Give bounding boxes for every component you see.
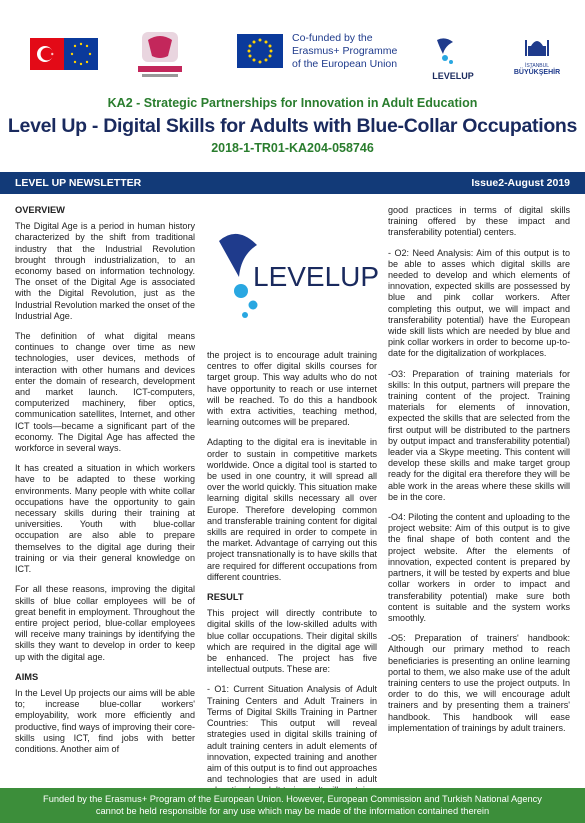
overview-paragraph-1: The Digital Age is a period in human history characterized by the shift from traditional industry that the Industrial Revolution brought through industrialization, to an economy based on information technology. The onset of the Digital Age is associated with the Digital Revolution, just as the Industrial Revolution marked the onset of the Industrial Age.: [15, 221, 195, 321]
logo-row: [0, 20, 585, 90]
levelup-small-text: LEVELUP: [432, 71, 474, 81]
o1-continued-paragraph: good practices in terms of digital skills training offered by these impact and transferability potential) centers.: [388, 205, 570, 238]
aims-heading: AIMS: [15, 671, 39, 682]
newsletter-label: LEVEL UP NEWSLETTER: [15, 177, 142, 189]
project-code: 2018-1-TR01-KA204-058746: [211, 141, 374, 155]
overview-heading: OVERVIEW: [15, 205, 65, 215]
levelup-small-logo: [423, 36, 483, 84]
output-o5-paragraph: -O5: Preparation of trainers' handbook: Although our primary method to reach beneficiaries is presenting an online learning portal to them, we also make use of the adult training centers to use the project outputs. In order to do this, we will encourage adult trainers and by presenting them a trainers' handbook. This handbook will ease implementation of trainings by adult trainers.: [388, 633, 570, 733]
levelup-drop-icon: [423, 36, 483, 66]
eu-flag-icon: [237, 34, 283, 68]
page-title: Level Up - Digital Skills for Adults with Blue-Collar Occupations: [7, 115, 578, 137]
column-1: [15, 205, 195, 764]
digital-era-paragraph: Adapting to the digital era is inevitable in order to sustain in competitive markets worldwide. Once a digital tool is started to be used in one country, it will spread all over the world quickly. This situation make learning digital skills necessary all over Europe. Therefore developing common and transferable training content for digital skills are required in order to compete in the market. Advantage of carrying out this project transnationally is to have skills that are required for different occupations from different countries.: [207, 437, 377, 582]
aims-continued-paragraph: the project is to encourage adult training centres to offer digital skills courses for target group. This way adults who do not have opportunity to reach or use internet will be reached. To do this a handbook with extra activities, teaching method, learning outcomes will be prepared.: [207, 350, 377, 428]
column-3: [388, 205, 570, 743]
mosque-icon: [522, 34, 552, 58]
output-o2-paragraph: - O2: Need Analysis: Aim of this output is to be able to asses which digital skills are needed to develop and which elements of innovation, expected skills are possessed by blue and pink collar workers. After completing this output, we will impact and transferability potential) have the European wide skill lists which are needed by blue and pink collar workers in order to become up-to-date for the digitalization of workplaces.: [388, 247, 570, 359]
output-o3-paragraph: -O3: Preparation of training materials for skills: In this output, partners will prepare the training content of the project. Training materials for elements of innovation, expected the skills that are selected from the first output will be distributed to the partners by output impact and transferability potential) leader via a Skype meeting. This content will develop these skills and make target group ready for the digital era therefore they will be able work in the areas where these skills will be in the core.: [388, 368, 570, 502]
cofund-line-2: Erasmus+ Programme: [292, 45, 398, 57]
result-heading: RESULT: [207, 592, 244, 603]
footer-line-2: cannot be held responsible for any use which may be made of the information contained therein: [95, 806, 490, 816]
levelup-big-text: LEVELUP: [253, 261, 380, 292]
ibb-name: BÜYÜKŞEHİR: [513, 69, 561, 76]
cofund-text: [292, 32, 412, 71]
result-paragraph: This project will directly contribute to digital skills of the low-skilled adults with blue collar occupations. Their digital skills which are required in the digital age will be enhanced. The project has five intellectual outputs. These are:: [207, 608, 377, 675]
column-2: [207, 350, 377, 806]
cofund-line-1: Co-funded by the: [292, 32, 373, 44]
overview-paragraph-4: For all these reasons, improving the digital skills of blue collar employees will be of great benefit in employment. Throughout the entire project period, blue-collar employees will receive many trainings by identifying the skills they want to develop in order to keep up with the digital age.: [15, 584, 195, 662]
turkey-eu-flags-logo: [30, 38, 98, 70]
issue-label: Issue2-August 2019: [471, 177, 570, 189]
footer-line-1: Funded by the Erasmus+ Program of the European Union. However, European Commission and Turkish National Agency: [43, 794, 542, 804]
ibb-city: İSTANBUL: [524, 63, 550, 69]
national-agency-logo: [132, 30, 188, 80]
program-heading: KA2 - Strategic Partnerships for Innovation in Adult Education: [107, 96, 478, 110]
overview-paragraph-3: It has created a situation in which workers have to be adapted to these working environments. Many people with white collar occupations have the opportunity to gain necessary skills during their training at universities. Youth with blue-collar occupation are also able to prepare themselves to the digital age during their training or via their general knowledge on ICT.: [15, 463, 195, 575]
funding-footer: [0, 788, 585, 823]
cofund-line-3: of the European Union: [292, 58, 398, 70]
overview-paragraph-2: The definition of what digital means continues to change over time as new technologies, user devices, methods of interaction with other humans and devices enter the domain of research, development and market launch. ICT-computers, computerized machinery, fiber optics, communication satellites, Internet, and other ICT tools—became a significant part of the economy. The Digital Age has affected the workforce in several ways.: [15, 331, 195, 454]
output-o4-paragraph: -O4: Piloting the content and uploading to the project website: Aim of this output is to give the final shape of both content and the project website. After the elements of innovation, expected content is prepared by partners, it will be tested by experts and blue collar workers in order to impact and transferability potential) make sure both content is suitable and the system works smoothly.: [388, 512, 570, 623]
output-o1-paragraph: - O1: Current Situation Analysis of Adult Training Centers and Adult Trainers in Terms of Digital Skills Training in Partner Countries: This output will reveal strategies used in digital skills training of adult training centers in adult elements of innovation, expected training and another aim of this output is to find out approaches and technologies that are used in adult: [207, 684, 377, 785]
ibb-logo: [508, 34, 566, 84]
levelup-big-logo: [207, 205, 380, 345]
aims-paragraph: In the Level Up projects our aims will be able to; increase blue-collar workers' employability, work more efficiently and productive, find ways of improving their core-skills using ICT, find jobs with better conditions. Another aim of: [15, 687, 195, 754]
newsletter-bar: [0, 172, 585, 194]
